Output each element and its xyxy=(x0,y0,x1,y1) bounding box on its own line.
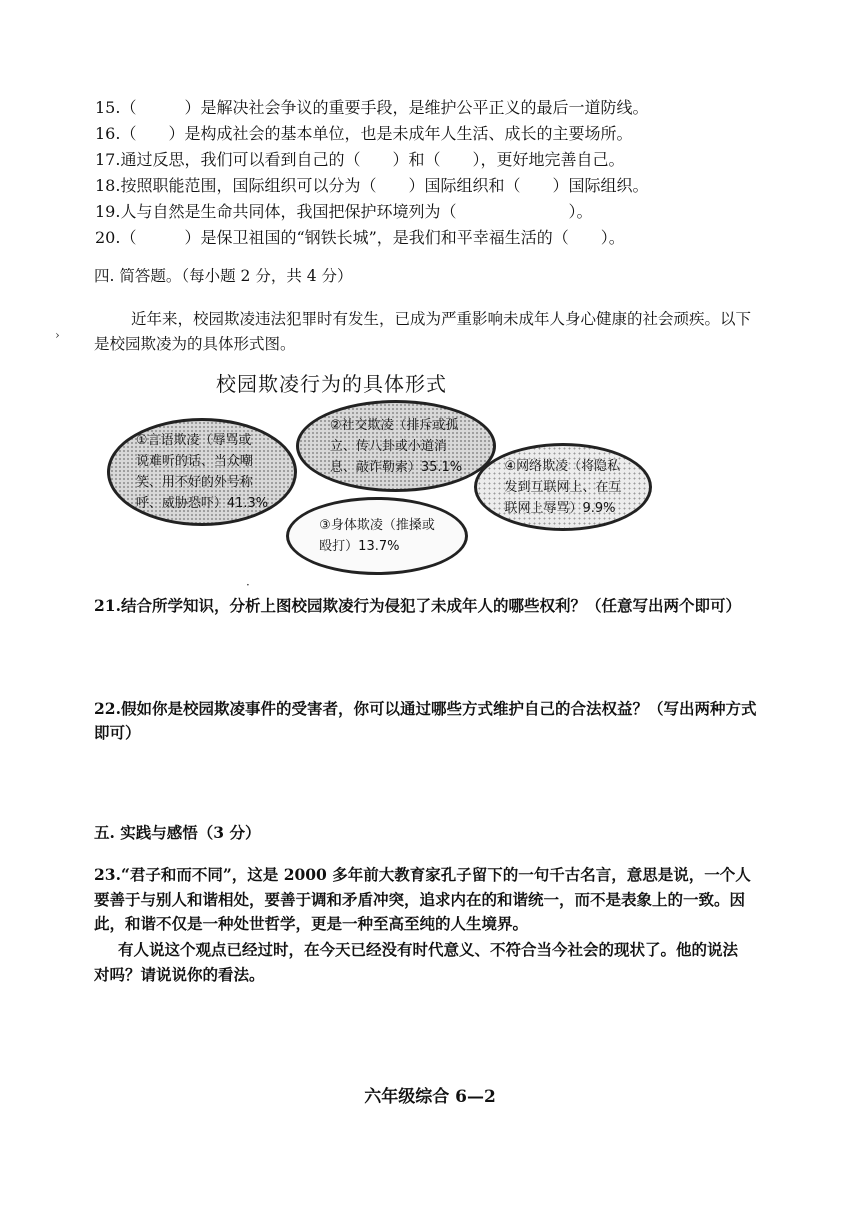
question-17: 17.通过反思，我们可以看到自己的（ ）和（ ），更好地完善自己。 xyxy=(95,150,625,169)
bubble-social-bullying xyxy=(296,400,496,492)
scan-speck: › xyxy=(55,328,60,342)
question-19: 19.人与自然是生命共同体，我国把保护环境列为（ ）。 xyxy=(95,202,593,221)
question-16: 16.（ ）是构成社会的基本单位，也是未成年人生活、成长的主要场所。 xyxy=(95,124,633,143)
section-4-intro-line1: 近年来，校园欺凌违法犯罪时有发生，已成为严重影响未成年人身心健康的社会顽疾。以下 xyxy=(131,310,752,328)
bubble-verbal-bullying xyxy=(107,418,297,526)
question-23-line1: 23.“君子和而不同”，这是 2000 多年前大教育家孔子留下的一句千古名言，意思是说，一个人 xyxy=(94,865,751,884)
question-23-line5: 对吗？请说说你的看法。 xyxy=(94,965,265,984)
page-footer: 六年级综合 6—2 xyxy=(364,1087,496,1107)
section-5-heading: 五. 实践与感悟（3 分） xyxy=(94,823,261,842)
figure-title: 校园欺凌行为的具体形式 xyxy=(216,372,447,396)
question-23-line4: 有人说这个观点已经过时，在今天已经没有时代意义、不符合当今社会的现状了。他的说法 xyxy=(118,940,739,959)
scan-speck: · xyxy=(246,578,250,592)
question-15: 15.（ ）是解决社会争议的重要手段，是维护公平正义的最后一道防线。 xyxy=(95,98,649,117)
bubble-verbal-bullying-text: ①言语欺凌（辱骂或 说难听的话、当众嘲 笑、用不好的外号称 呼、威胁恐吓）41.3% xyxy=(135,433,269,511)
bubble-social-bullying-text: ②社交欺凌（排斥或孤 立、传八卦或小道消 息、敲诈勒索）35.1% xyxy=(329,417,463,475)
bubble-cyber-bullying-text: ④网络欺凌（将隐私 发到互联网上、在互 联网上辱骂）9.9% xyxy=(504,458,622,516)
question-22-line1: 22.假如你是校园欺凌事件的受害者，你可以通过哪些方式维护自己的合法权益？（写出两种方式 xyxy=(94,699,757,718)
question-18: 18.按照职能范围，国际组织可以分为（ ）国际组织和（ ）国际组织。 xyxy=(95,176,649,195)
section-4-heading: 四. 简答题。（每小题 2 分，共 4 分） xyxy=(94,267,353,285)
question-23-line2: 要善于与别人和谐相处，要善于调和矛盾冲突，追求内在的和谐统一，而不是表象上的一致。因 xyxy=(94,890,746,909)
question-20: 20.（ ）是保卫祖国的“钢铁长城”，是我们和平幸福生活的（ ）。 xyxy=(95,228,625,247)
bubble-cyber-bullying xyxy=(474,443,652,531)
section-4-intro-line2: 是校园欺凌为的具体形式图。 xyxy=(94,335,296,353)
question-23-line3: 此，和谐不仅是一种处世哲学，更是一种至高至纯的人生境界。 xyxy=(94,914,529,933)
question-21: 21.结合所学知识，分析上图校园欺凌行为侵犯了未成年人的哪些权利？（任意写出两个即可） xyxy=(94,596,741,615)
bubble-physical-bullying xyxy=(286,497,468,575)
bubble-physical-bullying-text: ③身体欺凌（推搡或 殴打）13.7% xyxy=(319,518,435,554)
question-22-line2: 即可） xyxy=(94,723,141,742)
